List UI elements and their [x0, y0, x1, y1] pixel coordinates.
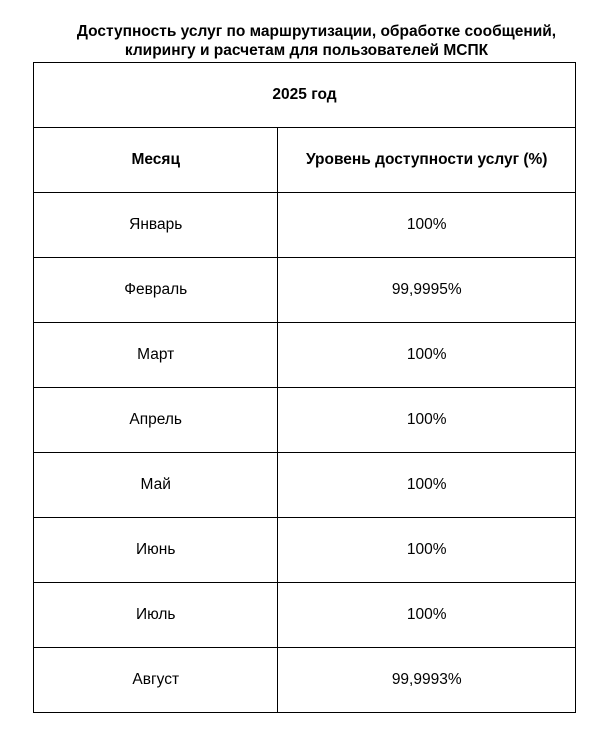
column-header-level: Уровень доступности услуг (%): [278, 128, 576, 193]
level-cell: 99,9993%: [278, 648, 576, 713]
level-cell: 100%: [278, 388, 576, 453]
availability-table: [33, 62, 576, 713]
month-cell: Февраль: [34, 258, 278, 323]
level-cell: 100%: [278, 518, 576, 583]
document-title: [0, 22, 613, 60]
table-row: [34, 583, 576, 648]
table-row: [34, 258, 576, 323]
month-cell: Май: [34, 453, 278, 518]
table-row: [34, 388, 576, 453]
month-cell: Март: [34, 323, 278, 388]
title-line-1: Доступность услуг по маршрутизации, обработке сообщений,: [76, 23, 557, 40]
column-header-row: [34, 128, 576, 193]
level-cell: 100%: [278, 193, 576, 258]
table-row: [34, 648, 576, 713]
table-row: [34, 323, 576, 388]
month-cell: Апрель: [34, 388, 278, 453]
table-row: [34, 193, 576, 258]
year-header-row: [34, 63, 576, 128]
level-cell: 100%: [278, 323, 576, 388]
table-row: [34, 518, 576, 583]
month-cell: Январь: [34, 193, 278, 258]
month-cell: Июль: [34, 583, 278, 648]
level-cell: 100%: [278, 583, 576, 648]
table-row: [34, 453, 576, 518]
month-cell: Июнь: [34, 518, 278, 583]
level-cell: 100%: [278, 453, 576, 518]
year-header: 2025 год: [34, 63, 576, 128]
level-cell: 99,9995%: [278, 258, 576, 323]
month-cell: Август: [34, 648, 278, 713]
title-line-2: клирингу и расчетам для пользователей МСПК: [124, 42, 489, 59]
column-header-month: Месяц: [34, 128, 278, 193]
